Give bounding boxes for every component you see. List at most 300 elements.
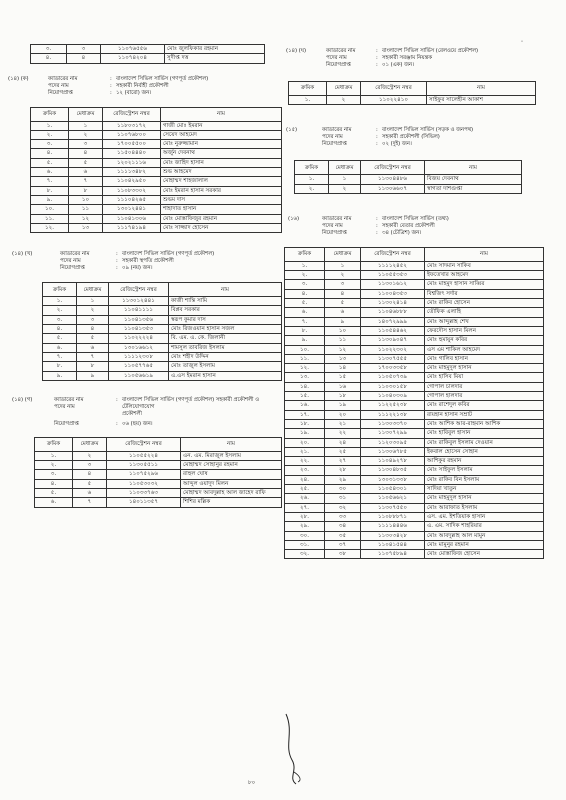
cell-reg: ১১০৪১১১১ (109, 306, 169, 315)
cell-merit: ৩ (325, 280, 361, 289)
cell-serial: ৩. (35, 470, 73, 479)
table-row (35, 489, 282, 498)
cell-reg: ১১৫০৪৪৪০ (103, 149, 161, 158)
cell-reg: ১১০৫০৭৩৯ (361, 373, 425, 382)
cell-serial: ৩০. (285, 531, 325, 540)
cell-merit: ৩ (73, 461, 107, 470)
cell-merit: ৭ (69, 177, 103, 186)
col-merit: মেধাক্রম (77, 283, 109, 297)
table-row (31, 186, 282, 195)
cell-merit: ৩৩ (325, 512, 361, 521)
col-serial: ক্রমিক (43, 283, 77, 297)
cell-reg: ১১০৪১৩৫৩ (109, 325, 169, 334)
cell-merit: ২২ (325, 429, 361, 438)
cell-reg: ১১০৪১৩০৬ (103, 214, 161, 223)
cell-serial: ৪. (31, 149, 69, 158)
cell-serial: ২৬. (285, 494, 325, 503)
cell-name: মোঃ হুমায়ুন কবির (425, 336, 544, 345)
cell-name: ইফতেখার আহমেদ (425, 271, 544, 280)
cell-serial: ২. (31, 130, 69, 139)
cell-serial: ১০. (285, 345, 325, 354)
table-row (35, 479, 282, 488)
cell-name: মোঃ মাহমুদুল হাসান (425, 364, 544, 373)
cell-reg: ১১১০৪২৬৫ (103, 195, 161, 204)
cell-serial: ২০. (285, 438, 325, 447)
cell-name: মোঃ সাদমান সাকিব (425, 261, 544, 270)
table-row (285, 531, 544, 540)
cell-reg: ১১৮০৩১৭২ (103, 121, 161, 130)
cell-serial: ১. (295, 175, 329, 184)
cell-name: ফেরদৌস হাসান মিলন (425, 326, 544, 335)
cell-reg: ১১০০৪৩৫৩ (361, 289, 425, 298)
cell-reg: ১১৩০১২৪৪১ (109, 297, 169, 306)
cell-name: গোপাল চালদার (425, 382, 544, 391)
cell-serial: ৭. (285, 317, 325, 326)
cell-name: সাদিয়া খাতুন (425, 485, 544, 494)
margin-mark: ˙ (520, 40, 524, 49)
cell-reg: ১১৩০৪৮৩৫ (361, 466, 425, 475)
cell-serial: ২৫. (285, 485, 325, 494)
cell-serial: ৯. (43, 371, 77, 380)
cell-reg: ১১০৭৬৮০০ (103, 130, 161, 139)
cell-merit: ১৮ (325, 392, 361, 401)
cell-reg: ১১০৫৫২২৪ (107, 451, 181, 460)
cell-merit: ৩৭ (325, 540, 361, 549)
cell-reg: ১১০৫৭৭৬৫ (109, 362, 169, 371)
cell-merit: ৮ (77, 362, 109, 371)
section-14-gha (284, 48, 546, 105)
section-14-kha-cadre: (১৪) (খ) ক্যাডারের নাম : বাংলাদেশ সিভিল সার্ভিস (গণপূর্ত প্রকৌশল) (12, 251, 215, 258)
cell-reg: ১৩০১২৪৪১ (103, 205, 161, 214)
cell-reg: ১১০৩০১৫৮ (361, 382, 425, 391)
table-row (285, 550, 544, 559)
cell-merit: ১ (77, 297, 109, 306)
cell-name: মোঃ রাকিবুল ইসলাম দেওয়ান (425, 438, 544, 447)
post-value: সহকারী নির্বাহী প্রকৌশলী (116, 82, 169, 89)
col-reg: রেজিস্ট্রেশন নম্বর (107, 437, 181, 451)
cell-name: বিশ্বজিৎ সর্দার (425, 289, 544, 298)
count-label: নিয়োগপ্রাপ্ত (54, 420, 79, 427)
cell-name: মোহাম্মদ সোহানুর রহমান (181, 461, 282, 470)
post-label: পদের নাম (54, 403, 75, 410)
cell-reg: ১১৩০৭৫৫৫ (361, 354, 425, 363)
cadre-label: ক্যাডারের নাম (326, 48, 356, 54)
col-reg: রেজিস্ট্রেশন নম্বর (361, 82, 427, 96)
cell-serial: ১২. (285, 364, 325, 373)
cell-merit: ৩ (69, 140, 103, 149)
cell-reg: ১১৩০১৬১২ (361, 280, 425, 289)
col-merit: মেধাক্রম (69, 107, 103, 121)
cell-name: এস এম শাকিল আহমেদ (425, 345, 544, 354)
table-row (285, 457, 544, 466)
cell-merit: ৩৫ (325, 531, 361, 540)
cell-merit: ১০ (325, 326, 361, 335)
table-row (285, 512, 544, 521)
cell-merit: ২ (73, 451, 107, 460)
cell-reg: ১১২২৫২৩৮ (361, 401, 425, 410)
col-name: নাম (169, 283, 282, 297)
cadre-label: ক্যাডারের নাম (322, 215, 352, 222)
cell-merit: ১২ (69, 214, 103, 223)
count-value: ১২ (বারো) জন। (116, 89, 152, 96)
cell-merit: ১৯ (325, 401, 361, 410)
table-row (285, 522, 544, 531)
cell-merit: ২ (325, 271, 361, 280)
cell-merit: ১ (329, 175, 361, 184)
cell-merit: ১২ (325, 345, 361, 354)
cell-merit: ১১ (69, 205, 103, 214)
cell-serial: ১. (35, 451, 73, 460)
section-number: (১৪) (খ) (12, 251, 33, 258)
col-merit: মেধাক্রম (73, 437, 107, 451)
cell-merit: ৬ (325, 308, 361, 317)
cell-name: মোঃ আবদুল্লাহ আল মামুন (425, 531, 544, 540)
cell-serial: ৭. (31, 177, 69, 186)
table-row (285, 392, 544, 401)
table-row (285, 326, 544, 335)
cell-merit: ১ (69, 121, 103, 130)
cell-name: শাহাদাত হাসান (161, 205, 282, 214)
table-row (31, 121, 282, 130)
cadre-value: বাংলাদেশ সিভিল সার্ভিস (সড়ক ও জনপথ) (382, 127, 474, 134)
table-row (285, 299, 544, 308)
col-serial: ক্রমিক (289, 82, 327, 96)
section-14-gha-cadre: (১৪) (ঘ) ক্যাডারের নাম : বাংলাদেশ সিভিল সার্ভিস (রেলওয়ে প্রকৌশল) (286, 48, 479, 54)
cell-merit: ২৯ (325, 475, 361, 484)
cell-serial: ১. (31, 121, 69, 130)
cell-reg: ১১০৭৬৫৫৬ (101, 45, 165, 54)
cell-name: বিজয় দেবনাথ (425, 175, 522, 184)
section-16 (284, 216, 546, 560)
cell-reg: ১১৩০৫৫১১ (107, 461, 181, 470)
cell-reg: ১১০৫৩০৩২ (107, 479, 181, 488)
table-row (31, 158, 282, 167)
cadre-value: বাংলাদেশ সিভিল সার্ভিস (গণপূর্ত প্রকৌশল) সহকারী প্রকৌশলী ও টেলিযোগাযোগ (122, 396, 260, 410)
cell-reg: ১৪০৭২৯৯৯ (361, 317, 425, 326)
count-label: নিয়োগপ্রাপ্ত (326, 62, 351, 68)
cell-merit: ৩২ (325, 503, 361, 512)
cell-merit: ৪ (69, 149, 103, 158)
section-16-post: পদের নাম : সহকারী বেতার প্রকৌশলী (322, 222, 435, 229)
cadre-value: বাংলাদেশ সিভিল সার্ভিস (গণপূর্ত প্রকৌশল) (116, 75, 209, 82)
table-row (43, 325, 282, 334)
cell-name: মোঃ ইমরান হাসান সরকার (161, 186, 282, 195)
table-row (285, 410, 544, 419)
table-row (31, 168, 282, 177)
table-row (285, 475, 544, 484)
cell-name: আব্দুল ওয়াদুদ মিলন (181, 479, 282, 488)
cell-name: বিপ্লব সরকার (169, 306, 282, 315)
cell-serial: ১৭. (285, 410, 325, 419)
table-row (35, 451, 282, 460)
col-serial: ক্রমিক (285, 247, 325, 261)
cell-name: কাজী শান্তি সামি (169, 297, 282, 306)
page-number: ৮০ (248, 780, 256, 786)
cell-merit: ২৮ (325, 466, 361, 475)
cell-name: মোঃ নুরুজ্জামান (161, 140, 282, 149)
cell-merit: ১০ (69, 195, 103, 204)
table-row (285, 503, 544, 512)
cell-reg: ১১০৮৮৮৭১ (361, 512, 425, 521)
cell-name: মোঃ সাইফুল ইসলাম (425, 466, 544, 475)
cell-reg: ১১১১২৩০৮ (109, 352, 169, 361)
cell-serial: ৩২. (285, 550, 325, 559)
cadre-value: বাংলাদেশ সিভিল সার্ভিস (রেলওয়ে প্রকৌশল) (382, 48, 479, 54)
cell-serial: ১. (289, 96, 327, 105)
cell-reg: ১১১৭৪১৯৪ (103, 223, 161, 232)
cell-reg: ১১০৪২৯৫০ (103, 177, 161, 186)
cell-merit: ৯ (77, 371, 109, 380)
cell-serial: ৫. (43, 334, 77, 343)
count-label: নিয়োগপ্রাপ্ত (322, 141, 347, 148)
cell-reg: ১১০৭৫২৯৬ (107, 470, 181, 479)
table-row (31, 205, 282, 214)
cell-reg: ১১৩০২৪১৪ (361, 299, 425, 308)
cell-merit: ১৫ (325, 373, 361, 382)
table-row (31, 177, 282, 186)
cell-serial: ৩১. (285, 540, 325, 549)
cell-reg: ১১০৪৯২৭৮ (361, 457, 425, 466)
cell-name: সাইফুর সালেহীন আকাশ (427, 96, 536, 105)
table-row (285, 401, 544, 410)
table-row (285, 354, 544, 363)
cell-reg: ১১০৫৪৩০১ (361, 485, 425, 494)
table-row (35, 470, 282, 479)
table-row (43, 371, 282, 380)
section-15 (284, 127, 546, 194)
cell-serial: ৩. (285, 280, 325, 289)
cell-merit: ৪ (73, 470, 107, 479)
cell-name: মোঃ রাকিব হোসেন (425, 299, 544, 308)
table-row (285, 419, 544, 428)
count-value: ০২ (দুই) জন। (382, 141, 412, 148)
cell-serial: ৯. (31, 195, 69, 204)
cell-merit: ৫ (325, 299, 361, 308)
cell-merit: ৩১ (325, 494, 361, 503)
cell-serial: ১৫. (285, 392, 325, 401)
table-row (43, 343, 282, 352)
cell-serial: ৮. (31, 186, 69, 195)
cell-reg: ১৭০০৫৫০০ (103, 140, 161, 149)
cell-serial: ৭. (43, 352, 77, 361)
cadre-value: বাংলাদেশ সিভিল সার্ভিস (তথ্য) (382, 215, 449, 222)
cell-serial: ৪. (43, 325, 77, 334)
col-merit: মেধাক্রম (327, 82, 361, 96)
cell-merit: ২০ (325, 410, 361, 419)
cell-merit: ২৭ (325, 457, 361, 466)
cell-merit: ৮ (69, 186, 103, 195)
col-reg: রেজিস্ট্রেশন নম্বর (103, 107, 161, 121)
cell-name: এ.এস ইমরান হাসান (169, 371, 282, 380)
cell-merit: ১৩ (69, 223, 103, 232)
cell-reg: ১১০২২২২৪ (109, 334, 169, 343)
table-row (31, 195, 282, 204)
table-row (35, 498, 282, 507)
section-number: (১৫) (286, 127, 298, 134)
table-row (285, 485, 544, 494)
cadre-label: ক্যাডারের নাম (54, 396, 84, 403)
cell-merit: ৪ (77, 325, 109, 334)
table-row (285, 540, 544, 549)
table-row (31, 214, 282, 223)
table-top-continuation (30, 44, 265, 64)
cell-serial: ৩. (43, 315, 77, 324)
table-row (285, 271, 544, 280)
cell-name: মোঃ আশিক আর-রাহমান আশিক (425, 419, 544, 428)
cell-serial: ৫. (31, 158, 69, 167)
cell-serial: ১৮. (285, 419, 325, 428)
cell-merit: ২৪ (325, 438, 361, 447)
cell-reg: ১৭০০৩৩৫৮ (361, 364, 425, 373)
cell-name: মোঃ আব্দুল্লাহ শেখ (425, 317, 544, 326)
cell-merit: ১ (325, 261, 361, 270)
section-14-ka-post: পদের নাম : সহকারী নির্বাহী প্রকৌশলী (48, 82, 169, 89)
cell-merit: ৫ (77, 334, 109, 343)
table-row (285, 494, 544, 503)
table-row (285, 261, 544, 270)
table-row (289, 96, 536, 105)
cell-name: গাজী মোঃ ইমরান (161, 121, 282, 130)
cell-serial: ৫. (285, 299, 325, 308)
handwritten-signature-mark (282, 712, 306, 786)
table-14-gha (288, 81, 536, 105)
cell-merit: ৩০ (325, 485, 361, 494)
table-row (31, 130, 282, 139)
cell-serial: ১. (43, 297, 77, 306)
cell-reg: ১১২০৩০৯৫ (361, 438, 425, 447)
count-value: ০৯ (নয়) জন। (122, 265, 153, 272)
table-row (43, 315, 282, 324)
table-row (285, 438, 544, 447)
post-label: পদের নাম (322, 134, 343, 141)
cell-reg: ১১৩০৪৪৮৬ (361, 175, 425, 184)
cell-reg: ১১০৪১৩৫৬ (109, 315, 169, 324)
count-value: ০১ (এক) জন। (382, 62, 414, 68)
section-14-gha-post: পদের নাম : সহকারী সরঞ্জাম নিয়ন্ত্রক (326, 55, 432, 61)
table-14-kha (42, 282, 282, 381)
cell-serial: ২৭. (285, 503, 325, 512)
table-row (285, 364, 544, 373)
post-label: পদের নাম (48, 82, 69, 89)
cell-name: এন. এম. মিরাজুল ইসলাম (181, 451, 282, 460)
cell-reg: ১১১১৩৪৮২ (103, 168, 161, 177)
table-14-ga (34, 437, 282, 508)
cell-merit: ৬ (73, 489, 107, 498)
cell-reg: ১৪০১১৩৫৭ (107, 498, 181, 507)
cell-reg: ১১০৫৬৬১৯ (109, 371, 169, 380)
table-row (285, 373, 544, 382)
cell-reg: ১৩০১৬৬১২ (109, 343, 169, 352)
section-14-gha-count: নিয়োগপ্রাপ্ত : ০১ (এক) জন। (326, 62, 414, 68)
post-label: পদের নাম (326, 55, 347, 61)
cell-merit: ৯ (325, 317, 361, 326)
count-value: ০৬ (ছয়) জন। (122, 420, 153, 427)
section-14-ga (12, 396, 286, 508)
table-14-ka (30, 107, 282, 234)
cell-serial: ৩. (31, 140, 69, 149)
cell-serial: ২. (35, 461, 73, 470)
cell-name: মোঃ আরাফাত ইসলাম (425, 503, 544, 512)
cell-serial: ১৪. (285, 382, 325, 391)
section-15-cadre: (১৫) ক্যাডারের নাম : বাংলাদেশ সিভিল সার্ভিস (সড়ক ও জনপথ) (286, 127, 474, 134)
section-number: (১৬) (288, 215, 300, 222)
cell-name: মোঃ রাশেদুল কবির (425, 401, 544, 410)
left-column (8, 44, 286, 508)
cell-name: মোঃ মাহমুদুল হাসান (425, 494, 544, 503)
cell-serial: ১০. (31, 205, 69, 214)
cell-serial: ৪. (285, 289, 325, 298)
section-15-post: পদের নাম : সহকারী প্রকৌশলী (সিভিল) (322, 134, 440, 141)
cell-name: এস. এম. ইশতিয়াক হাসান (425, 512, 544, 521)
cell-reg: ১১০৫৪৪৬২ (361, 326, 425, 335)
col-serial: ক্রমিক (31, 107, 69, 121)
section-14-ka-cadre: (১৪) (ক) ক্যাডারের নাম : বাংলাদেশ সিভিল সার্ভিস (গণপূর্ত প্রকৌশল) (8, 75, 209, 82)
cell-reg: ১১০৫৬৬২১ (361, 494, 425, 503)
col-name: নাম (425, 161, 522, 175)
cell-serial: ২. (43, 306, 77, 315)
cell-name: শুভ আহমেদ (161, 168, 282, 177)
cell-serial: ২৯. (285, 522, 325, 531)
cadre-label: ক্যাডারের নাম (48, 75, 78, 82)
cell-serial: ৬. (43, 343, 77, 352)
cell-merit: ১৩ (325, 354, 361, 363)
section-14-ga-cadre2 (30, 411, 286, 418)
cell-name: মোঃ রাকিব বিন ইসলাম (425, 475, 544, 484)
cell-serial: ৪. (35, 479, 73, 488)
cell-serial: ২৮. (285, 512, 325, 521)
section-14-kha-count: নিয়োগপ্রাপ্ত : ০৯ (নয়) জন। (60, 265, 153, 272)
cell-reg: ১১০৪১৫৪৪ (361, 540, 425, 549)
cell-reg: ১১১১৪৪৪৬ (361, 522, 425, 531)
cell-merit: ৩ (77, 315, 109, 324)
cell-name: তৌফিক এলাহি (425, 308, 544, 317)
table-row (295, 175, 522, 184)
cell-serial: ৮. (43, 362, 77, 371)
cell-reg: ১৩০৩১৩৩৮ (361, 475, 425, 484)
section-14-ga-count: নিয়োগপ্রাপ্ত : ০৬ (ছয়) জন। (54, 420, 153, 427)
cell-serial: ২. (285, 271, 325, 280)
col-reg: রেজিস্ট্রেশন নম্বর (109, 283, 169, 297)
post-value: সহকারী স্থপতি প্রকৌশলী (122, 258, 174, 265)
section-15-count: নিয়োগপ্রাপ্ত : ০২ (দুই) জন। (322, 141, 412, 148)
cell-name: মোঃ তাজুল ইসলাম (169, 362, 282, 371)
cell-merit: ৫ (69, 158, 103, 167)
cell-serial: ৬. (35, 498, 73, 507)
cell-name: বি. এম. এ. কে. জিলানী (169, 334, 282, 343)
section-number: (১৪) (গ) (12, 396, 33, 403)
table-15 (294, 160, 522, 194)
post-label: পদের নাম (322, 222, 343, 229)
cell-merit: ৭ (73, 498, 107, 507)
table-row (31, 223, 282, 232)
right-column (284, 44, 546, 559)
cell-merit: ২ (77, 306, 109, 315)
table-row (295, 184, 522, 193)
cadre-label: ক্যাডারের নাম (60, 251, 90, 258)
table-row (31, 140, 282, 149)
cell-serial: ১৯. (285, 429, 325, 438)
cell-reg: ১১৩০৯০৪৭ (361, 336, 425, 345)
cell-serial: ৯. (285, 336, 325, 345)
col-merit: মেধাক্রম (329, 161, 361, 175)
table-row (285, 447, 544, 456)
section-14-ka-count: নিয়োগপ্রাপ্ত : ১২ (বারো) জন। (48, 89, 152, 96)
cell-name: আশিকুর রহমান (425, 457, 544, 466)
cell-merit: ১৬ (325, 382, 361, 391)
col-name: নাম (427, 82, 536, 96)
cell-merit: ২৫ (325, 447, 361, 456)
cell-name: সেয়েদ আহমেদ (161, 130, 282, 139)
